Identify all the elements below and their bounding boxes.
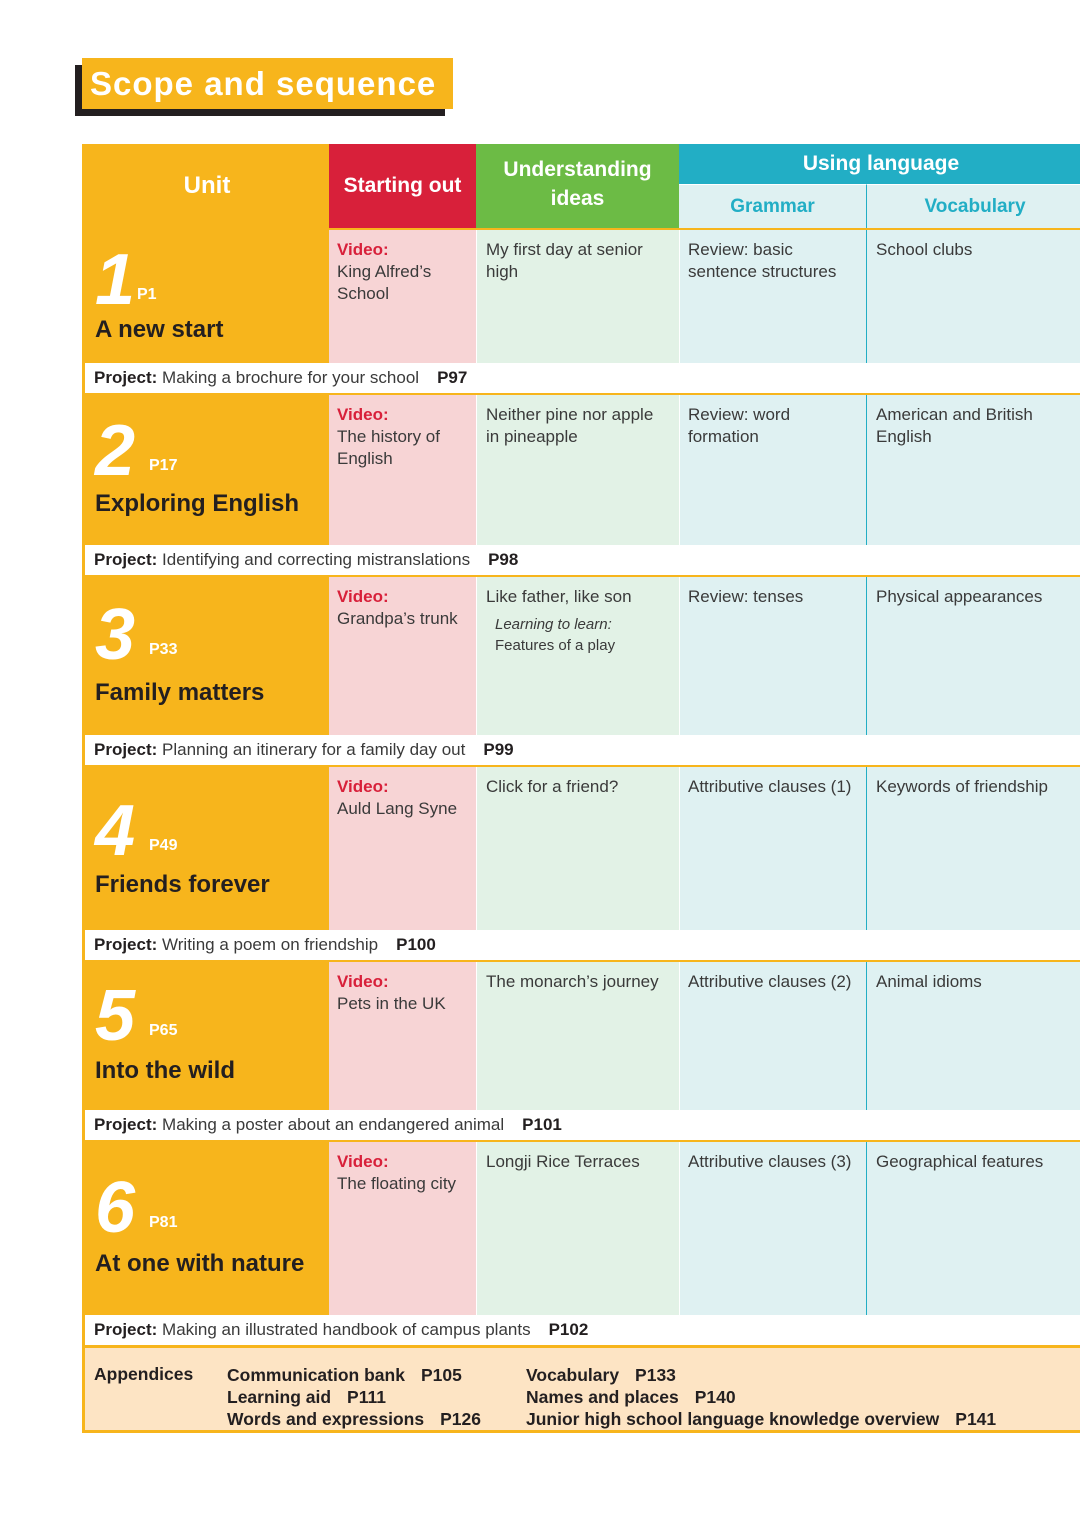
video-label: Video: bbox=[337, 1152, 389, 1171]
header-understanding-ideas: Understanding ideas bbox=[476, 144, 679, 228]
unit-row bbox=[85, 765, 1080, 930]
appendices-label: Appendices bbox=[94, 1364, 194, 1384]
ideas-title: Longji Rice Terraces bbox=[486, 1152, 640, 1171]
video-label: Video: bbox=[337, 405, 389, 424]
project-page: P100 bbox=[396, 935, 436, 954]
appendix-page: P140 bbox=[694, 1387, 736, 1407]
project-row bbox=[85, 930, 1080, 960]
video-title: King Alfred’s School bbox=[337, 262, 432, 303]
understanding-ideas-cell bbox=[476, 577, 679, 735]
appendix-item bbox=[526, 1364, 996, 1386]
appendix-page: P126 bbox=[440, 1409, 481, 1429]
project-text: Making a brochure for your school bbox=[162, 368, 420, 387]
vocabulary-cell: Geographical features bbox=[867, 1142, 1080, 1315]
project-text: Planning an itinerary for a family day out bbox=[162, 740, 466, 759]
table-header bbox=[82, 144, 1080, 228]
appendix-item bbox=[227, 1386, 481, 1408]
video-label: Video: bbox=[337, 240, 389, 259]
unit-row bbox=[85, 393, 1080, 545]
project-label: Project: bbox=[94, 1115, 158, 1134]
project-row bbox=[85, 735, 1080, 765]
ideas-title: The monarch’s journey bbox=[486, 972, 659, 991]
project-page: P101 bbox=[522, 1115, 562, 1134]
video-title: The floating city bbox=[337, 1174, 457, 1193]
ideas-title: Neither pine nor apple in pineapple bbox=[486, 405, 654, 446]
appendices-col-1 bbox=[227, 1364, 481, 1430]
appendix-name: Vocabulary bbox=[526, 1365, 620, 1385]
grammar-cell: Review: basic sentence structures bbox=[679, 230, 867, 363]
starting-out-cell bbox=[329, 230, 476, 363]
project-row bbox=[85, 1315, 1080, 1345]
unit-page: P49 bbox=[149, 837, 178, 854]
vocabulary-cell: School clubs bbox=[867, 230, 1080, 363]
understanding-ideas-cell bbox=[476, 1142, 679, 1315]
unit-row bbox=[85, 575, 1080, 735]
grammar-cell: Attributive clauses (3) bbox=[679, 1142, 867, 1315]
appendix-name: Junior high school language knowledge overview bbox=[526, 1409, 940, 1429]
project-label: Project: bbox=[94, 1320, 158, 1339]
grammar-cell: Attributive clauses (1) bbox=[679, 767, 867, 930]
unit-page: P17 bbox=[149, 457, 178, 474]
unit-page: P33 bbox=[149, 641, 178, 658]
vocabulary-cell: Animal idioms bbox=[867, 962, 1080, 1110]
units-table bbox=[82, 228, 1080, 1433]
appendix-page: P141 bbox=[955, 1409, 997, 1429]
appendix-item bbox=[227, 1364, 481, 1386]
ideas-title: Click for a friend? bbox=[486, 777, 619, 796]
project-row bbox=[85, 545, 1080, 575]
appendix-name: Words and expressions bbox=[227, 1409, 425, 1429]
unit-title: At one with nature bbox=[95, 1250, 305, 1277]
appendices-row bbox=[85, 1345, 1080, 1433]
header-grammar: Grammar bbox=[679, 184, 867, 228]
vocabulary-cell: Keywords of friendship bbox=[867, 767, 1080, 930]
starting-out-cell bbox=[329, 395, 476, 545]
appendix-item bbox=[526, 1386, 996, 1408]
starting-out-cell bbox=[329, 577, 476, 735]
header-vocabulary: Vocabulary bbox=[867, 184, 1080, 228]
grammar-cell: Review: tenses bbox=[679, 577, 867, 735]
video-label: Video: bbox=[337, 972, 389, 991]
unit-number: 4 bbox=[95, 791, 136, 871]
learning-text: Features of a play bbox=[495, 637, 616, 654]
project-page: P99 bbox=[483, 740, 514, 759]
project-label: Project: bbox=[94, 368, 158, 387]
unit-page: P81 bbox=[149, 1214, 178, 1231]
project-row bbox=[85, 1110, 1080, 1140]
unit-row bbox=[85, 960, 1080, 1110]
video-label: Video: bbox=[337, 777, 389, 796]
starting-out-cell bbox=[329, 767, 476, 930]
grammar-cell: Attributive clauses (2) bbox=[679, 962, 867, 1110]
unit-page: P65 bbox=[149, 1022, 178, 1039]
video-title: Grandpa’s trunk bbox=[337, 609, 458, 628]
project-row bbox=[85, 363, 1080, 393]
unit-cell bbox=[85, 577, 329, 735]
unit-number: 5 bbox=[95, 976, 136, 1056]
unit-title: A new start bbox=[95, 316, 224, 343]
grammar-cell: Review: word formation bbox=[679, 395, 867, 545]
unit-number: 1 bbox=[95, 240, 136, 320]
learning-to-learn bbox=[495, 614, 670, 656]
project-page: P102 bbox=[548, 1320, 589, 1339]
header-using-language: Using language bbox=[679, 144, 1080, 184]
project-label: Project: bbox=[94, 550, 158, 569]
video-label: Video: bbox=[337, 587, 389, 606]
unit-title: Exploring English bbox=[95, 490, 300, 517]
vocabulary-cell: American and British English bbox=[867, 395, 1080, 545]
appendix-item bbox=[227, 1408, 481, 1430]
unit-number: 3 bbox=[95, 595, 136, 675]
appendix-page: P105 bbox=[420, 1365, 462, 1385]
appendix-page: P111 bbox=[347, 1387, 386, 1407]
appendix-name: Learning aid bbox=[227, 1387, 332, 1407]
project-text: Making a poster about an endangered animal bbox=[162, 1115, 505, 1134]
video-title: Pets in the UK bbox=[337, 994, 446, 1013]
unit-title: Family matters bbox=[95, 679, 265, 706]
unit-row bbox=[85, 1140, 1080, 1315]
header-starting-out: Starting out bbox=[329, 144, 476, 228]
appendix-name: Communication bank bbox=[227, 1365, 405, 1385]
unit-cell bbox=[85, 395, 329, 545]
understanding-ideas-cell bbox=[476, 230, 679, 363]
unit-cell bbox=[85, 1142, 329, 1315]
unit-cell bbox=[85, 767, 329, 930]
page-title: Scope and sequence bbox=[82, 58, 453, 109]
appendices-col-2 bbox=[526, 1364, 996, 1430]
project-page: P98 bbox=[488, 550, 519, 569]
starting-out-cell bbox=[329, 962, 476, 1110]
unit-title: Friends forever bbox=[95, 871, 270, 898]
starting-out-cell bbox=[329, 1142, 476, 1315]
page-title-block bbox=[75, 58, 453, 116]
ideas-title: My first day at senior high bbox=[486, 240, 643, 281]
video-title: The history of English bbox=[337, 427, 440, 468]
understanding-ideas-cell bbox=[476, 962, 679, 1110]
appendix-item bbox=[526, 1408, 996, 1430]
understanding-ideas-cell bbox=[476, 767, 679, 930]
project-text: Making an illustrated handbook of campus plants bbox=[162, 1320, 531, 1339]
understanding-ideas-cell bbox=[476, 395, 679, 545]
unit-cell bbox=[85, 230, 329, 363]
unit-row bbox=[85, 228, 1080, 363]
unit-number: 2 bbox=[95, 411, 136, 491]
ideas-title: Like father, like son bbox=[486, 587, 632, 606]
header-unit: Unit bbox=[85, 144, 329, 228]
project-text: Writing a poem on friendship bbox=[162, 935, 379, 954]
vocabulary-cell: Physical appearances bbox=[867, 577, 1080, 735]
project-label: Project: bbox=[94, 935, 158, 954]
project-label: Project: bbox=[94, 740, 158, 759]
appendix-name: Names and places bbox=[526, 1387, 679, 1407]
learning-label: Learning to learn: bbox=[495, 616, 612, 633]
video-title: Auld Lang Syne bbox=[337, 799, 458, 818]
project-page: P97 bbox=[437, 368, 468, 387]
project-text: Identifying and correcting mistranslations bbox=[162, 550, 471, 569]
appendix-page: P133 bbox=[635, 1365, 676, 1385]
unit-page: P1 bbox=[137, 286, 157, 303]
unit-cell bbox=[85, 962, 329, 1110]
unit-title: Into the wild bbox=[95, 1057, 235, 1084]
unit-number: 6 bbox=[95, 1168, 136, 1248]
